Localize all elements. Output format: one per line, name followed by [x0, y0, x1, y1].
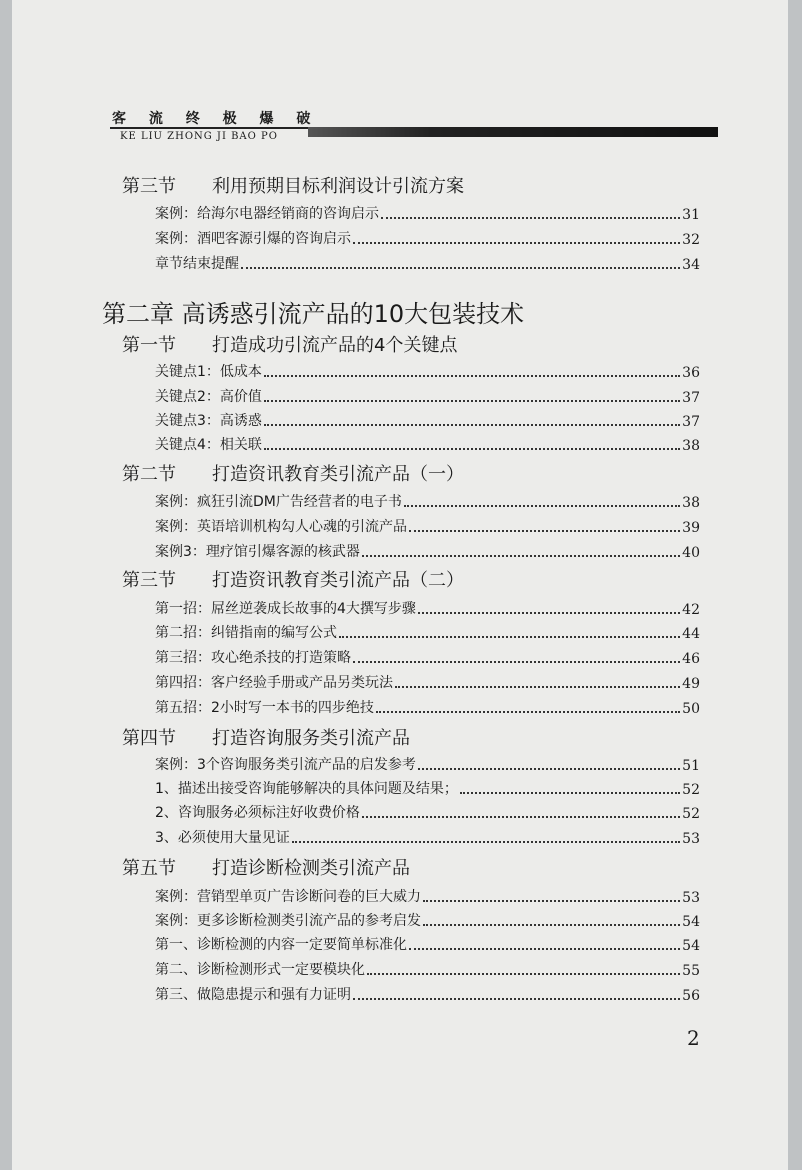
toc-entry-label: 案例：给海尔电器经销商的咨询启示: [155, 206, 379, 222]
section-number: 第五节: [122, 858, 176, 879]
toc-entry-page: 36: [682, 365, 700, 381]
toc-entry: [155, 647, 700, 667]
section-heading: [122, 724, 802, 750]
toc-entry-page: 37: [682, 414, 700, 430]
section-title: 打造诊断检测类引流产品: [212, 858, 410, 879]
toc-entry-label: 案例：更多诊断检测类引流产品的参考启发: [155, 913, 421, 929]
toc-entry-page: 37: [682, 390, 700, 406]
page-number: 2: [687, 1026, 700, 1050]
toc-entry-label: 案例3：理疗馆引爆客源的核武器: [155, 544, 360, 560]
toc-entry-label: 关键点2：高价值: [155, 389, 262, 405]
toc-entry-label: 第一招：屌丝逆袭成长故事的4大撰写步骤: [155, 601, 416, 617]
toc-entry: [155, 886, 700, 906]
dot-leader: [362, 554, 680, 557]
toc-entry-page: 46: [682, 651, 700, 667]
toc-entry-label: 章节结束提醒: [155, 256, 239, 272]
toc-entry-label: 关键点3：高诱惑: [155, 413, 262, 429]
dot-leader: [339, 635, 680, 638]
section-heading: [122, 172, 802, 198]
toc-entry-page: 34: [682, 257, 700, 273]
toc-entry-label: 第二招：纠错指南的编写公式: [155, 625, 337, 641]
dot-leader: [241, 266, 680, 269]
toc-entry: [155, 697, 700, 717]
toc-entry: [155, 386, 700, 406]
toc-entry: [155, 410, 700, 430]
toc-entry-page: 32: [682, 232, 700, 248]
section-heading: [122, 331, 802, 357]
toc-entry: [155, 541, 700, 561]
dot-leader: [264, 447, 680, 450]
toc-entry-page: 31: [682, 207, 700, 223]
toc-entry: [155, 516, 700, 536]
toc-entry: [155, 778, 700, 798]
toc-entry: [155, 934, 700, 954]
section-title: 打造资讯教育类引流产品（二）: [212, 570, 464, 591]
dot-leader: [353, 660, 680, 663]
dot-leader: [409, 529, 680, 532]
section-number: 第四节: [122, 728, 176, 749]
toc-entry: [155, 598, 700, 618]
toc-entry: [155, 754, 700, 774]
book-page: [12, 0, 788, 1170]
toc-entry-label: 2、咨询服务必须标注好收费价格: [155, 805, 360, 821]
dot-leader: [381, 216, 680, 219]
toc-entry-label: 案例：酒吧客源引爆的咨询启示: [155, 231, 351, 247]
dot-leader: [404, 504, 680, 507]
toc-entry: [155, 984, 700, 1004]
dot-leader: [264, 399, 680, 402]
toc-entry-page: 52: [682, 782, 700, 798]
toc-entry-label: 第五招：2小时写一本书的四步绝技: [155, 700, 374, 716]
running-header-title: 客 流 终 极 爆 破: [112, 111, 320, 127]
dot-leader: [423, 923, 680, 926]
dot-leader: [353, 997, 680, 1000]
chapter-heading: 第二章 高诱惑引流产品的10大包装技术: [102, 300, 525, 328]
toc-entry-page: 39: [682, 520, 700, 536]
toc-entry-page: 50: [682, 701, 700, 717]
toc-entry-page: 56: [682, 988, 700, 1004]
dot-leader: [353, 241, 680, 244]
section-heading: [122, 854, 802, 880]
section-title: 利用预期目标利润设计引流方案: [212, 176, 464, 197]
toc-entry-label: 案例：3个咨询服务类引流产品的启发参考: [155, 757, 416, 773]
section-heading: [122, 566, 802, 592]
dot-leader: [423, 899, 680, 902]
toc-entry: [155, 434, 700, 454]
dot-leader: [292, 840, 680, 843]
toc-entry: [155, 361, 700, 381]
dot-leader: [418, 611, 680, 614]
toc-entry-page: 53: [682, 831, 700, 847]
toc-entry-page: 52: [682, 806, 700, 822]
toc-entry-page: 42: [682, 602, 700, 618]
dot-leader: [376, 710, 680, 713]
toc-entry: [155, 253, 700, 273]
toc-entry-page: 40: [682, 545, 700, 561]
toc-entry-label: 第三招：攻心绝杀技的打造策略: [155, 650, 351, 666]
dot-leader: [418, 767, 680, 770]
toc-entry-page: 38: [682, 495, 700, 511]
toc-entry-label: 关键点1：低成本: [155, 364, 262, 380]
toc-entry-page: 38: [682, 438, 700, 454]
dot-leader: [409, 947, 680, 950]
toc-entry-page: 54: [682, 938, 700, 954]
toc-entry-label: 案例：疯狂引流DM广告经营者的电子书: [155, 494, 402, 510]
toc-entry-page: 51: [682, 758, 700, 774]
toc-entry-page: 53: [682, 890, 700, 906]
toc-entry-label: 第四招：客户经验手册或产品另类玩法: [155, 675, 393, 691]
toc-entry: [155, 491, 700, 511]
section-number: 第二节: [122, 464, 176, 485]
section-number: 第三节: [122, 176, 176, 197]
dot-leader: [264, 423, 680, 426]
section-title: 打造资讯教育类引流产品（一）: [212, 464, 464, 485]
toc-entry-label: 3、必须使用大量见证: [155, 830, 290, 846]
toc-entry-label: 案例：英语培训机构勾人心魂的引流产品: [155, 519, 407, 535]
toc-entry-label: 案例：营销型单页广告诊断问卷的巨大威力: [155, 889, 421, 905]
section-number: 第一节: [122, 335, 176, 356]
dot-leader: [395, 685, 680, 688]
toc-entry: [155, 203, 700, 223]
section-title: 打造咨询服务类引流产品: [212, 728, 410, 749]
toc-entry: [155, 672, 700, 692]
toc-entry-page: 44: [682, 626, 700, 642]
dot-leader: [264, 374, 680, 377]
dot-leader: [460, 791, 680, 794]
toc-entry: [155, 622, 700, 642]
toc-entry-label: 第二、诊断检测形式一定要模块化: [155, 962, 365, 978]
dot-leader: [362, 815, 680, 818]
toc-entry: [155, 910, 700, 930]
running-header-pinyin: KE LIU ZHONG JI BAO PO: [120, 131, 278, 142]
dot-leader: [367, 972, 680, 975]
toc-entry: [155, 228, 700, 248]
section-heading: [122, 460, 802, 486]
toc-entry-label: 第三、做隐患提示和强有力证明: [155, 987, 351, 1003]
header-decorative-bar: [308, 127, 718, 137]
toc-entry: [155, 827, 700, 847]
toc-entry-page: 54: [682, 914, 700, 930]
section-title: 打造成功引流产品的4个关键点: [212, 335, 458, 356]
toc-entry-label: 关键点4：相关联: [155, 437, 262, 453]
section-number: 第三节: [122, 570, 176, 591]
toc-entry: [155, 802, 700, 822]
toc-entry-page: 49: [682, 676, 700, 692]
toc-entry: [155, 959, 700, 979]
toc-entry-label: 1、描述出接受咨询能够解决的具体问题及结果；: [155, 781, 458, 797]
toc-entry-page: 55: [682, 963, 700, 979]
toc-entry-label: 第一、诊断检测的内容一定要简单标准化: [155, 937, 407, 953]
